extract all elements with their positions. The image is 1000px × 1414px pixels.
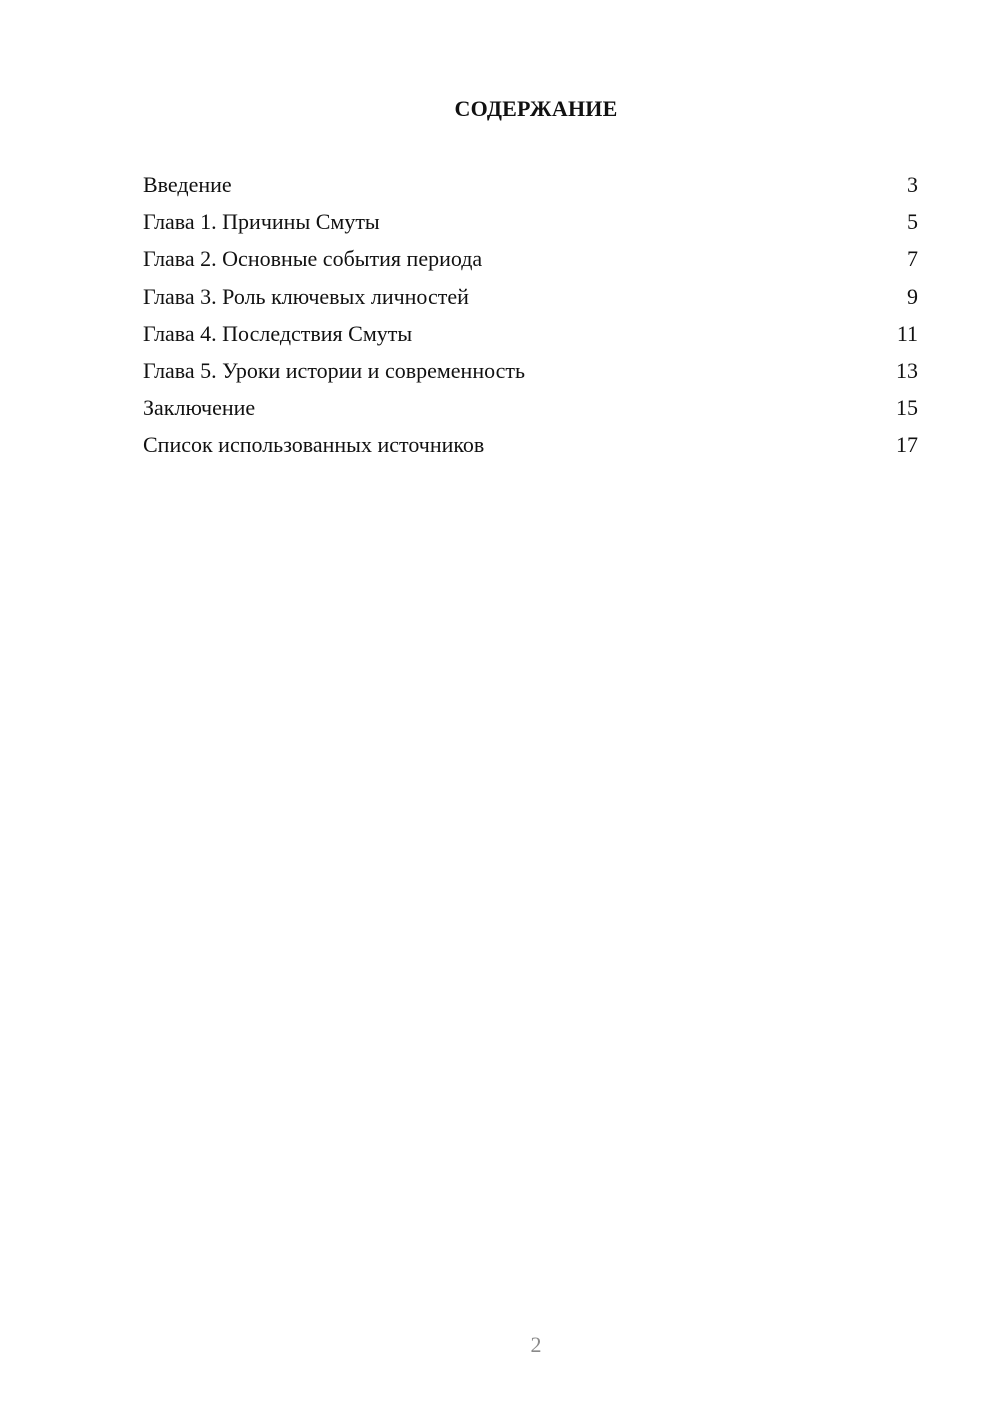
toc-item-page: 11: [896, 320, 918, 346]
toc-item-label: Заключение: [143, 395, 256, 421]
toc-item-introduction[interactable]: [143, 169, 918, 206]
toc-item-chapter-1[interactable]: [143, 206, 918, 243]
toc-item-label: Глава 5. Уроки истории и современность: [143, 357, 526, 383]
page-number: 2: [530, 1332, 542, 1357]
table-of-contents: [143, 169, 918, 467]
toc-item-page: 15: [896, 395, 918, 421]
toc-item-references[interactable]: [143, 429, 918, 466]
toc-item-page: 17: [896, 432, 918, 458]
toc-item-chapter-2[interactable]: [143, 243, 918, 280]
toc-item-page: 3: [907, 172, 918, 197]
toc-item-label: Глава 4. Последствия Смуты: [143, 320, 413, 346]
toc-item-page: 7: [907, 246, 918, 272]
toc-item-chapter-5[interactable]: [143, 355, 918, 392]
toc-item-label: Глава 1. Причины Смуты: [143, 209, 380, 235]
toc-item-label: Список использованных источников: [143, 432, 485, 458]
toc-item-label: Введение: [143, 172, 232, 197]
toc-item-chapter-4[interactable]: [143, 318, 918, 355]
toc-item-chapter-3[interactable]: [143, 281, 918, 318]
toc-item-page: 9: [907, 283, 918, 309]
toc-item-page: 13: [896, 357, 918, 383]
toc-item-page: 5: [907, 209, 918, 235]
toc-item-label: Глава 2. Основные события периода: [143, 246, 483, 272]
toc-item-label: Глава 3. Роль ключевых личностей: [143, 283, 469, 309]
toc-title: СОДЕРЖАНИЕ: [454, 96, 618, 121]
toc-item-conclusion[interactable]: [143, 392, 918, 429]
